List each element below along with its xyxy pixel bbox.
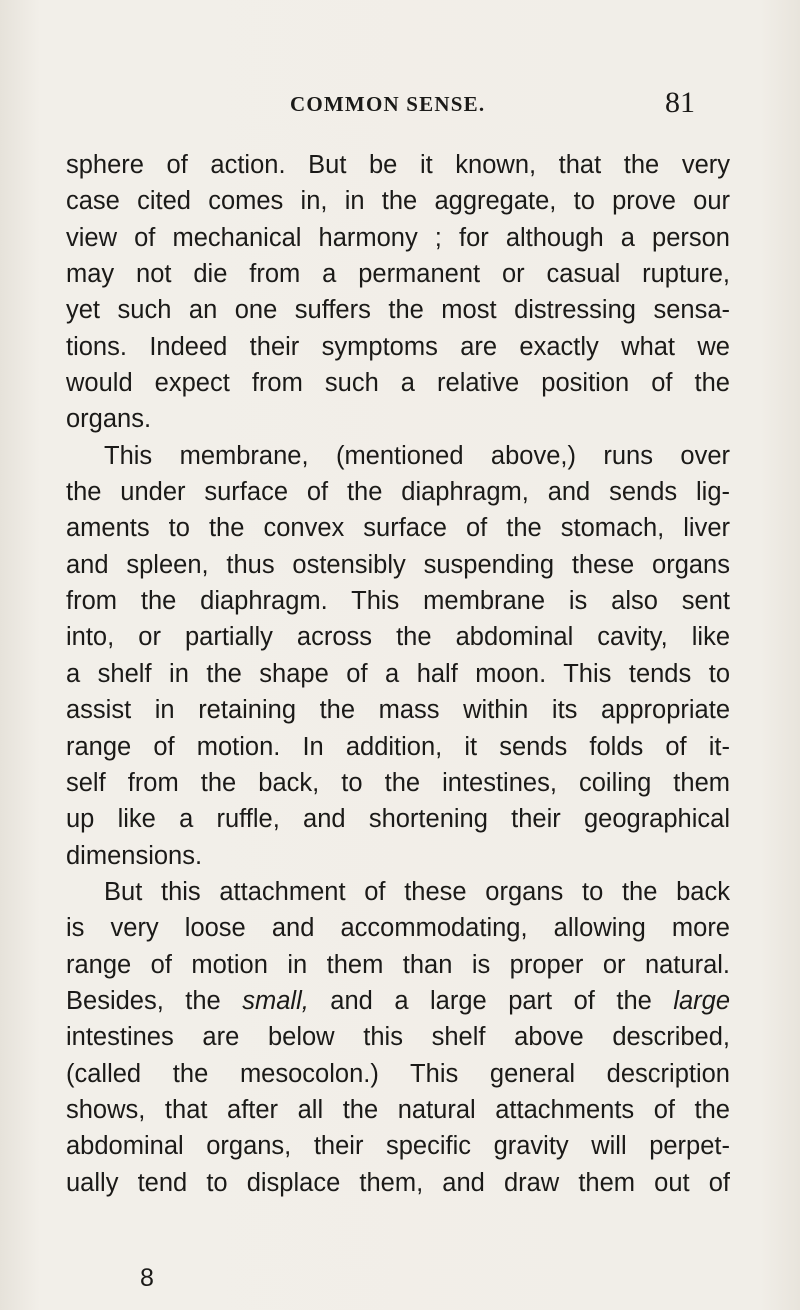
signature-mark: 8 [140, 1264, 154, 1292]
text-line: yet such an one suffers the most distressing sensa- [66, 296, 730, 325]
text-line: sphere of action. But be it known, that the very [66, 151, 730, 179]
text-fragment: Besides, the [66, 986, 243, 1015]
text-line: a shelf in the shape of a half moon. This tends to [66, 659, 730, 688]
text-line: (called the mesocolon.) This general description [66, 1059, 730, 1088]
text-line: into, or partially across the abdominal cavity, like [66, 623, 730, 652]
text-fragment: and a large part of the [308, 986, 674, 1015]
text-line: up like a ruffle, and shortening their geographical [66, 805, 730, 834]
text-line: view of mechanical harmony ; for although a person [66, 223, 730, 252]
text-line: organs. [66, 405, 152, 434]
page-number: 81 [665, 86, 695, 119]
text-line: aments to the convex surface of the stomach, liver [66, 514, 730, 543]
text-line: from the diaphragm. This membrane is also sent [66, 587, 730, 616]
text-line: self from the back, to the intestines, coiling them [66, 768, 730, 797]
text-line: case cited comes in, in the aggregate, to prove our [66, 187, 730, 216]
text-line [66, 983, 730, 1019]
text-line: and spleen, thus ostensibly suspending these organs [66, 550, 730, 579]
text-line: shows, that after all the natural attachments of the [66, 1095, 730, 1124]
text-line: may not die from a permanent or casual rupture, [66, 260, 730, 289]
text-line: tions. Indeed their symptoms are exactly what we [66, 332, 730, 361]
body-text [66, 147, 730, 1201]
text-line: intestines are below this shelf above described, [66, 1023, 730, 1052]
text-line: dimensions. [66, 841, 203, 870]
text-line: This membrane, (mentioned above,) runs over [104, 441, 730, 470]
text-line: would expect from such a relative position of the [66, 369, 730, 398]
italic-word: large [673, 986, 731, 1015]
italic-word: small, [242, 986, 309, 1015]
text-line: assist in retaining the mass within its appropriate [66, 696, 730, 725]
text-line: is very loose and accommodating, allowing more [66, 914, 730, 943]
text-line: abdominal organs, their specific gravity will perpet- [66, 1132, 730, 1161]
text-line: But this attachment of these organs to the back [104, 877, 730, 906]
text-line: the under surface of the diaphragm, and sends lig- [66, 478, 730, 507]
running-head: COMMON SENSE. [290, 92, 486, 116]
text-line: ually tend to displace them, and draw them out of [66, 1168, 730, 1197]
text-line: range of motion in them than is proper or natural. [66, 950, 730, 979]
page-header [0, 88, 800, 118]
text-line: range of motion. In addition, it sends folds of it- [66, 732, 730, 761]
